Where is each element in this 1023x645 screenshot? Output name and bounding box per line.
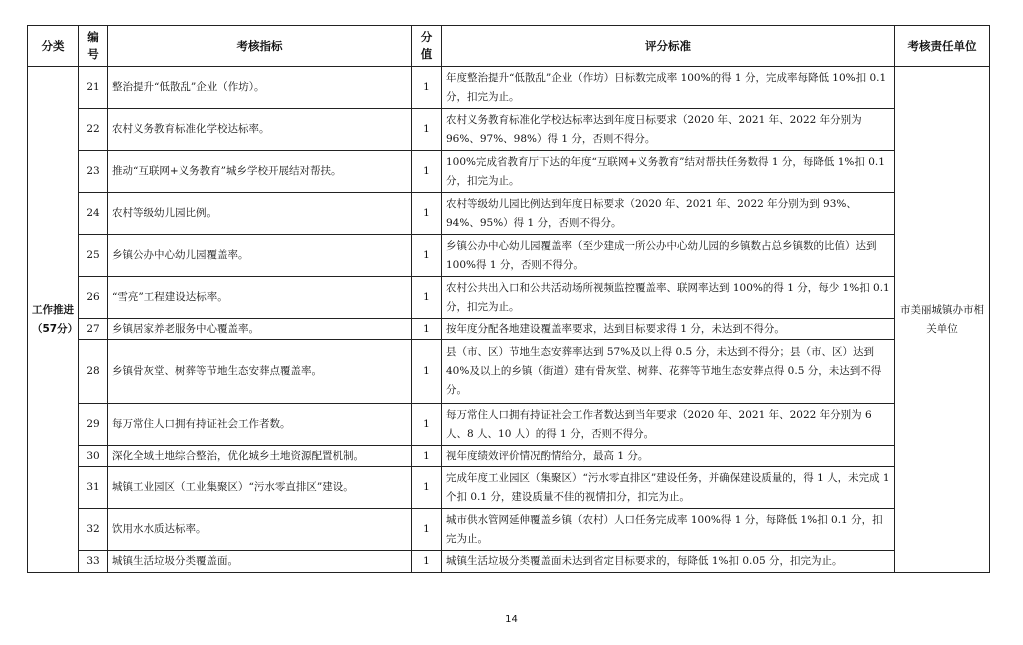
assessment-table	[27, 25, 990, 573]
row-number: 25	[79, 235, 108, 277]
row-score: 1	[412, 67, 442, 109]
row-indicator: 饮用水水质达标率。	[108, 509, 412, 551]
row-standard: 每万常住人口拥有持证社会工作者数达到当年要求（2020 年、2021 年、2022 年分别为 6 人、8 人、10 人）的得 1 分，否则不得分。	[442, 404, 895, 446]
table-row	[28, 446, 990, 467]
table-row	[28, 340, 990, 404]
header-indicator: 考核指标	[108, 26, 412, 67]
header-score: 分值	[412, 26, 442, 67]
row-score: 1	[412, 151, 442, 193]
row-standard: 完成年度工业园区（集聚区）“污水零直排区”建设任务，并确保建设质量的，得 1 人，未完成 1 个扣 0.1 分，建设质量不佳的视情扣分，扣完为止。	[442, 467, 895, 509]
row-number: 26	[79, 277, 108, 319]
row-number: 31	[79, 467, 108, 509]
row-standard: 100%完成省教育厅下达的年度“互联网+义务教育”结对帮扶任务数得 1 分，每降低 1%扣 0.1 分，扣完为止。	[442, 151, 895, 193]
row-score: 1	[412, 109, 442, 151]
row-number: 33	[79, 551, 108, 573]
table-row	[28, 193, 990, 235]
row-score: 1	[412, 319, 442, 340]
table-row	[28, 551, 990, 573]
table-row	[28, 151, 990, 193]
row-indicator: 乡镇居家养老服务中心覆盖率。	[108, 319, 412, 340]
page-number: 14	[505, 614, 518, 625]
row-number: 30	[79, 446, 108, 467]
row-score: 1	[412, 551, 442, 573]
row-indicator: “雪亮”工程建设达标率。	[108, 277, 412, 319]
row-standard: 农村等级幼儿园比例达到年度日标要求（2020 年、2021 年、2022 年分别为到 93%、94%、95%）得 1 分，否则不得分。	[442, 193, 895, 235]
table-row	[28, 509, 990, 551]
table-row	[28, 467, 990, 509]
row-score: 1	[412, 509, 442, 551]
row-standard: 按年度分配各地建设覆盖率要求，达到目标要求得 1 分，未达到不得分。	[442, 319, 895, 340]
table-row	[28, 109, 990, 151]
row-number: 24	[79, 193, 108, 235]
row-standard: 县（市、区）节地生态安葬率达到 57%及以上得 0.5 分，未达到不得分；县（市、区）达到 40%及以上的乡镇（街道）建有骨灰堂、树葬、花葬等节地生态安葬点得 0.5 分，未达到不得分。	[442, 340, 895, 404]
responsible-unit-cell: 市美丽城镇办市相关单位	[895, 67, 990, 573]
row-indicator: 整治提升“低散乱”企业（作坊）。	[108, 67, 412, 109]
table-row	[28, 319, 990, 340]
row-indicator: 乡镇骨灰堂、树葬等节地生态安葬点覆盖率。	[108, 340, 412, 404]
row-indicator: 乡镇公办中心幼儿园覆盖率。	[108, 235, 412, 277]
row-number: 28	[79, 340, 108, 404]
row-number: 21	[79, 67, 108, 109]
row-score: 1	[412, 467, 442, 509]
row-number: 23	[79, 151, 108, 193]
row-standard: 农村公共出入口和公共活动场所视频监控覆盖率、联网率达到 100%的得 1 分，每少 1%扣 0.1 分，扣完为止。	[442, 277, 895, 319]
row-score: 1	[412, 404, 442, 446]
row-score: 1	[412, 277, 442, 319]
row-score: 1	[412, 446, 442, 467]
table-row	[28, 404, 990, 446]
table-header-row	[28, 26, 990, 67]
row-number: 22	[79, 109, 108, 151]
header-category: 分类	[28, 26, 79, 67]
row-standard: 城市供水管网延伸覆盖乡镇（农村）人口任务完成率 100%得 1 分，每降低 1%扣 0.1 分，扣完为止。	[442, 509, 895, 551]
row-score: 1	[412, 340, 442, 404]
header-number: 编号	[79, 26, 108, 67]
row-number: 32	[79, 509, 108, 551]
row-indicator: 城镇生活垃圾分类覆盖面。	[108, 551, 412, 573]
row-indicator: 每万常住人口拥有持证社会工作者数。	[108, 404, 412, 446]
category-cell: 工作推进（57分）	[28, 67, 79, 573]
table-row	[28, 235, 990, 277]
table-row	[28, 277, 990, 319]
row-indicator: 农村等级幼儿园比例。	[108, 193, 412, 235]
row-indicator: 推动“互联网+义务教育”城乡学校开展结对帮扶。	[108, 151, 412, 193]
row-indicator: 城镇工业园区（工业集聚区）“污水零直排区”建设。	[108, 467, 412, 509]
header-standard: 评分标准	[442, 26, 895, 67]
row-standard: 年度整治提升“低散乱”企业（作坊）日标数完成率 100%的得 1 分，完成率每降低 10%扣 0.1 分，扣完为止。	[442, 67, 895, 109]
row-score: 1	[412, 193, 442, 235]
row-standard: 乡镇公办中心幼儿园覆盖率（至少建成一所公办中心幼儿园的乡镇数占总乡镇数的比值）达到 100%得 1 分，否则不得分。	[442, 235, 895, 277]
row-indicator: 深化全域土地综合整治，优化城乡土地资源配置机制。	[108, 446, 412, 467]
table-row	[28, 67, 990, 109]
row-number: 29	[79, 404, 108, 446]
row-standard: 城镇生活垃圾分类覆盖面未达到省定目标要求的，每降低 1%扣 0.05 分，扣完为止。	[442, 551, 895, 573]
row-standard: 视年度绩效评价情况酌情给分，最高 1 分。	[442, 446, 895, 467]
header-unit: 考核责任单位	[895, 26, 990, 67]
row-number: 27	[79, 319, 108, 340]
row-indicator: 农村义务教育标准化学校达标率。	[108, 109, 412, 151]
row-score: 1	[412, 235, 442, 277]
row-standard: 农村义务教育标准化学校达标率达到年度日标要求（2020 年、2021 年、2022 年分别为 96%、97%、98%）得 1 分，否则不得分。	[442, 109, 895, 151]
